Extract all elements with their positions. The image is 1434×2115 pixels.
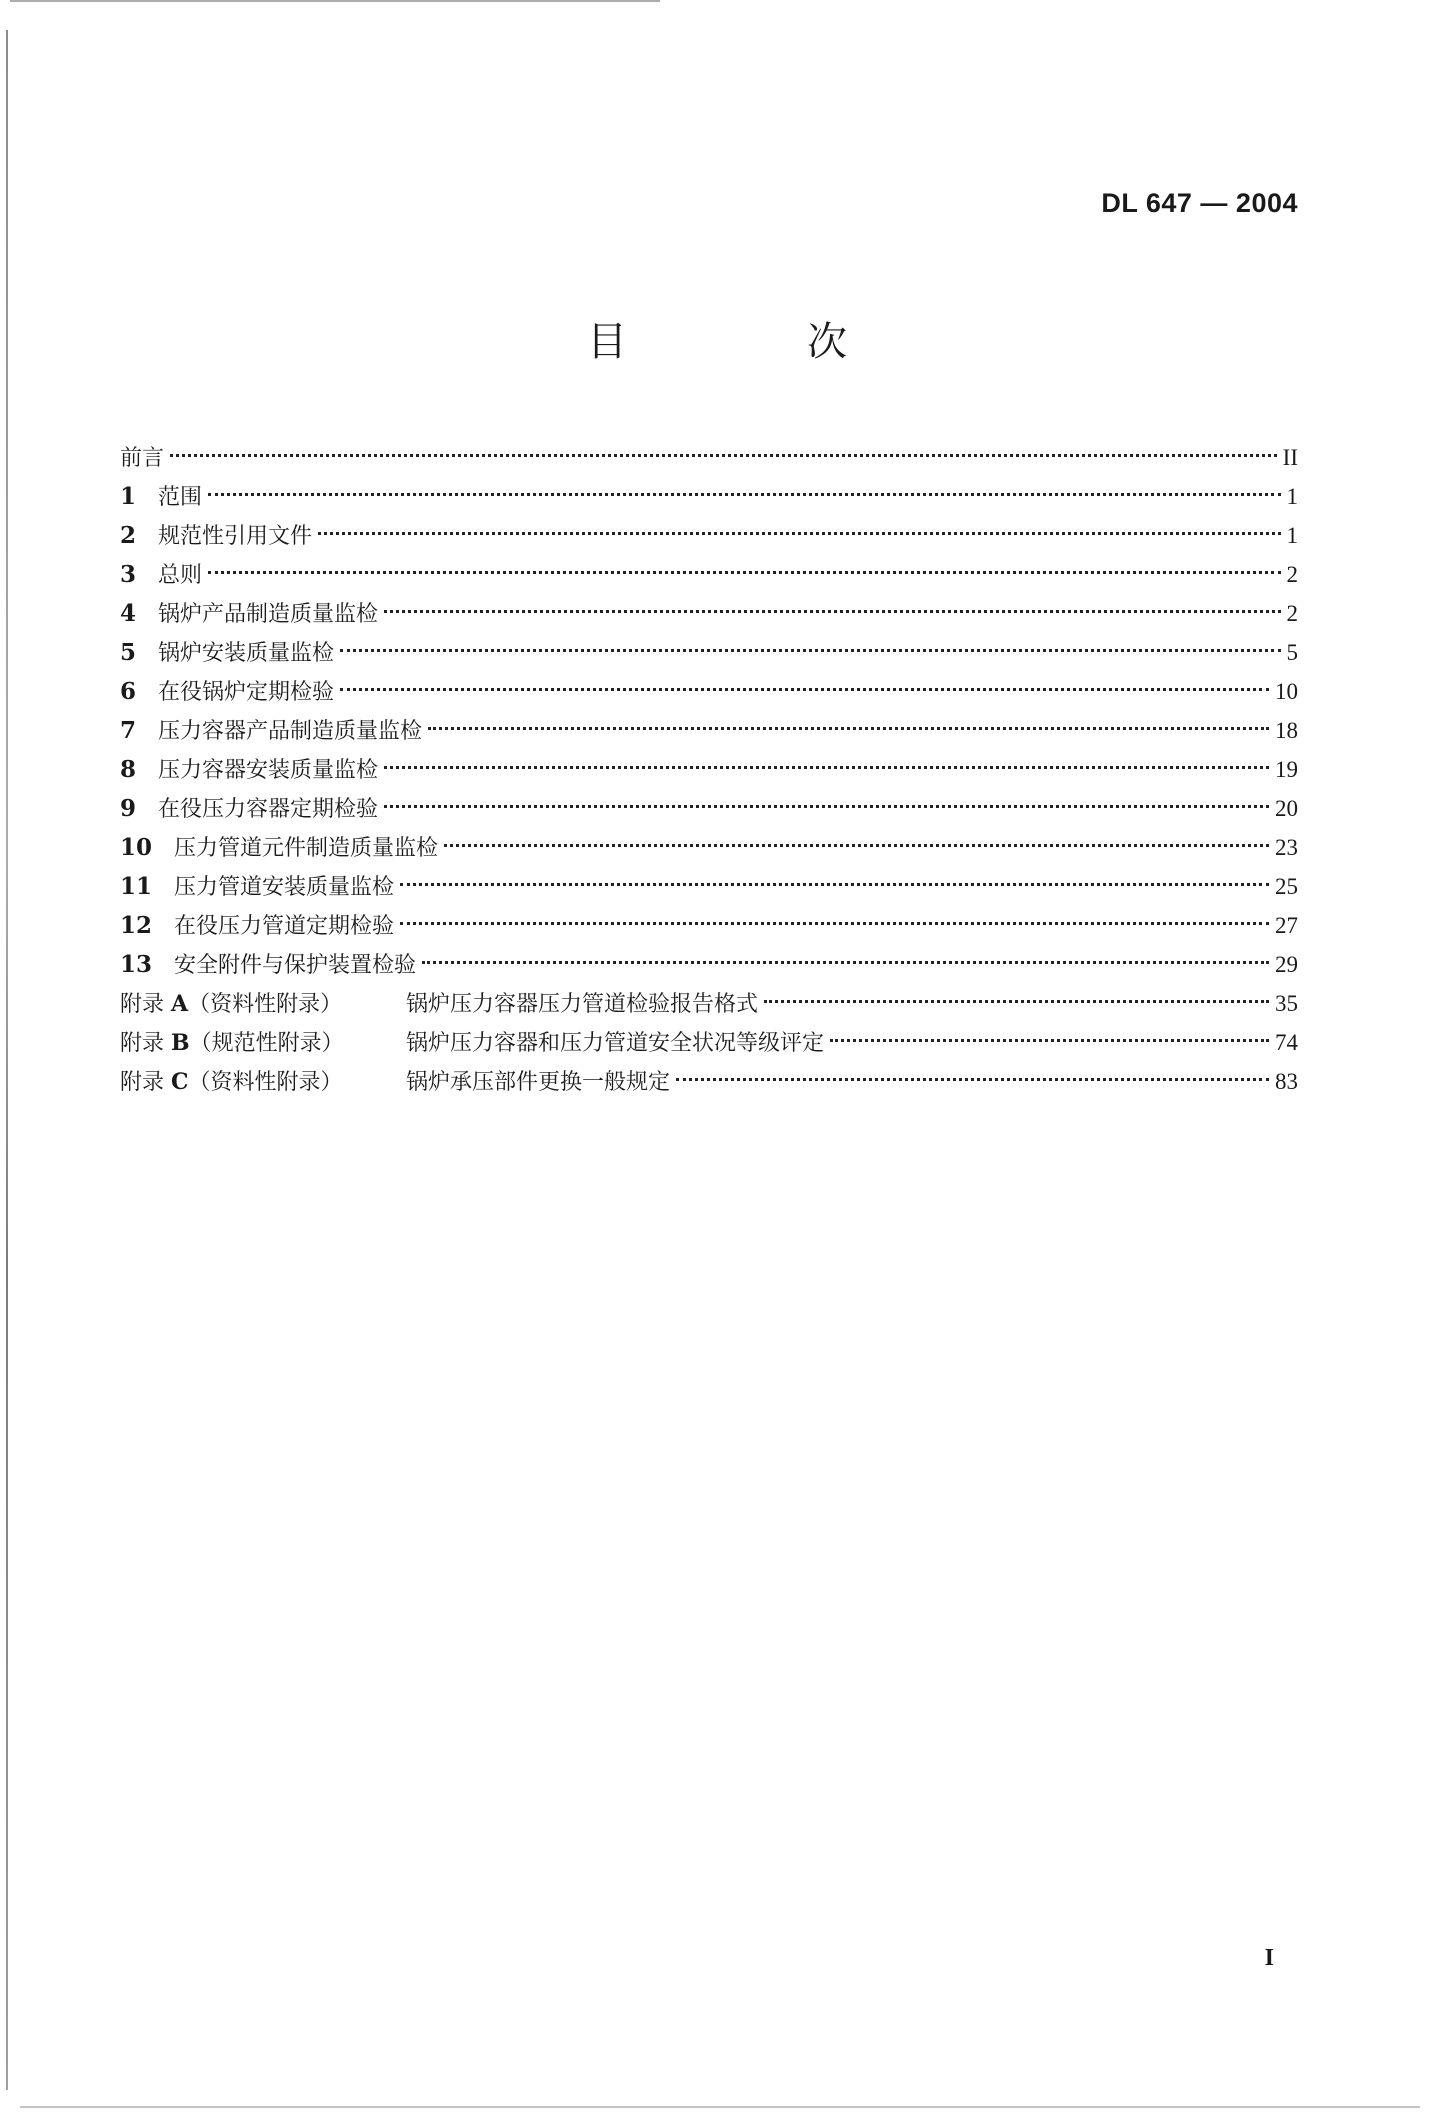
appendix-entry[interactable] [120,1062,1298,1101]
toc-entry-page: 23 [1275,835,1298,860]
toc-entry-title: 压力管道元件制造质量监检 [174,836,439,861]
toc-entry-page: 1 [1286,484,1298,509]
dot-leader [208,571,1280,574]
dot-leader [384,766,1269,769]
dot-leader [340,649,1280,652]
toc-entry[interactable] [120,633,1298,672]
toc-entry-page: 18 [1275,718,1298,743]
appendix-title: 锅炉压力容器和压力管道安全状况等级评定 [406,1031,825,1056]
toc-entry[interactable] [120,672,1298,711]
dot-leader [400,922,1269,925]
toc-entry[interactable] [120,945,1298,984]
toc-entry[interactable] [120,516,1298,555]
toc-entry[interactable] [120,867,1298,906]
toc-entry-title: 在役锅炉定期检验 [158,680,335,705]
appendix-page: 83 [1275,1069,1298,1094]
appendix-label [120,1024,406,1063]
toc-entry-title: 压力管道安装质量监检 [174,875,395,900]
appendix-label [120,985,406,1024]
toc-entry-title: 压力容器安装质量监检 [158,758,379,783]
toc-entry[interactable] [120,711,1298,750]
dot-leader [340,688,1269,691]
standard-number: DL 647 — 2004 [1101,188,1298,218]
appendix-kind: （资料性附录） [188,992,343,1017]
toc-entry-number: 8 [120,756,137,783]
appendix-title: 锅炉压力容器压力管道检验报告格式 [406,992,759,1017]
toc-entry-number: 5 [120,639,137,666]
scan-edge-top [10,0,660,2]
dot-leader [208,493,1280,496]
toc-entry-title: 总则 [158,563,203,588]
appendix-page: 35 [1275,991,1298,1016]
dot-leader [428,727,1269,730]
dot-leader [830,1039,1269,1042]
table-of-contents [120,438,1298,1101]
toc-entry-number: 7 [120,717,137,744]
toc-entry-page: 19 [1275,757,1298,782]
toc-entry-page: 5 [1286,640,1298,665]
toc-entry[interactable] [120,906,1298,945]
toc-entry-title: 范围 [158,485,203,510]
toc-entry-title: 锅炉安装质量监检 [158,641,335,666]
dot-leader [318,532,1280,535]
toc-entry-title: 安全附件与保护装置检验 [174,953,417,978]
dot-leader [384,610,1280,613]
scan-edge-bottom [20,2106,1420,2108]
dot-leader [422,961,1269,964]
toc-entry-title: 锅炉产品制造质量监检 [158,602,379,627]
appendix-kind: （规范性附录） [189,1031,344,1056]
toc-entry-page: 25 [1275,874,1298,899]
appendix-prefix: 附录 [120,1031,165,1056]
appendix-letter: A [171,991,189,1017]
toc-entry[interactable] [120,750,1298,789]
appendix-letter: C [171,1069,189,1095]
toc-entry-number: 2 [120,522,137,549]
toc-entry[interactable] [120,477,1298,516]
toc-entry-number: 10 [120,834,153,861]
toc-entry[interactable] [120,438,1298,477]
toc-entry-number: 11 [120,873,153,900]
toc-entry[interactable] [120,555,1298,594]
toc-title: 目 次 [587,319,917,365]
toc-entry-number: 6 [120,678,137,705]
toc-entry-number: 1 [120,483,137,510]
dot-leader [400,883,1269,886]
toc-entry-page: 20 [1275,796,1298,821]
appendix-title: 锅炉承压部件更换一般规定 [406,1070,671,1095]
toc-entry-page: 29 [1275,952,1298,977]
dot-leader [764,1000,1269,1003]
toc-entry-title: 在役压力容器定期检验 [158,797,379,822]
appendix-entry[interactable] [120,984,1298,1023]
toc-entry[interactable] [120,828,1298,867]
toc-entry-number: 4 [120,600,137,627]
toc-entry-page: 1 [1286,523,1298,548]
toc-entry-number: 12 [120,912,153,939]
toc-entry-title: 在役压力管道定期检验 [174,914,395,939]
toc-entry-page: 27 [1275,913,1298,938]
appendix-page: 74 [1275,1030,1298,1055]
toc-entry-page: 2 [1286,601,1298,626]
dot-leader [444,844,1269,847]
toc-entry-title: 规范性引用文件 [158,524,313,549]
toc-entry-title: 前言 [120,446,165,471]
toc-entry-title: 压力容器产品制造质量监检 [158,719,423,744]
appendix-entry[interactable] [120,1023,1298,1062]
page-number: I [1264,1945,1274,1971]
toc-entry-number: 3 [120,561,137,588]
dot-leader [170,454,1277,457]
dot-leader [676,1078,1269,1081]
toc-entry-page: II [1282,445,1298,470]
toc-entry-page: 2 [1286,562,1298,587]
toc-entry[interactable] [120,789,1298,828]
toc-entry-number: 13 [120,951,153,978]
toc-entry[interactable] [120,594,1298,633]
toc-entry-number: 9 [120,795,137,822]
appendix-label [120,1063,406,1102]
dot-leader [384,805,1269,808]
appendix-kind: （资料性附录） [188,1070,343,1095]
appendix-prefix: 附录 [120,992,165,1017]
appendix-letter: B [171,1030,190,1056]
appendix-prefix: 附录 [120,1070,165,1095]
toc-entry-page: 10 [1275,679,1298,704]
